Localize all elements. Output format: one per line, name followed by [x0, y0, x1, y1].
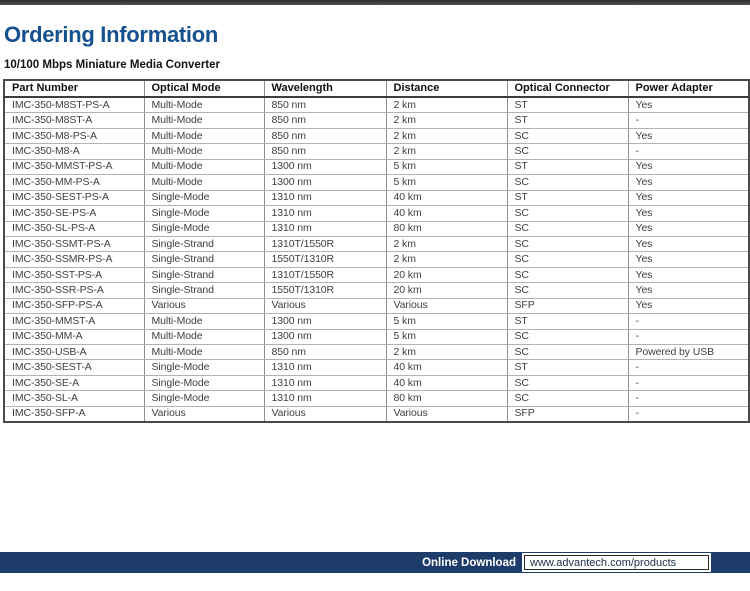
table-cell: 1310 nm — [264, 360, 386, 375]
download-url[interactable]: www.advantech.com/products — [530, 556, 677, 569]
table-cell: Multi-Mode — [144, 159, 264, 174]
table-cell: SFP — [507, 406, 628, 422]
table-cell: IMC-350-MM-PS-A — [4, 175, 144, 190]
table-cell: Single-Mode — [144, 375, 264, 390]
table-cell: 1300 nm — [264, 175, 386, 190]
table-row — [4, 267, 749, 282]
table-cell: 40 km — [386, 206, 507, 221]
table-cell: SC — [507, 221, 628, 236]
table-row — [4, 175, 749, 190]
table-cell: 850 nm — [264, 97, 386, 113]
table-cell: Single-Mode — [144, 360, 264, 375]
table-cell: 1310T/1550R — [264, 267, 386, 282]
column-header: Distance — [386, 80, 507, 97]
table-cell: Multi-Mode — [144, 175, 264, 190]
table-cell: SC — [507, 283, 628, 298]
table-cell: Multi-Mode — [144, 329, 264, 344]
table-cell: 850 nm — [264, 128, 386, 143]
table-cell: SC — [507, 144, 628, 159]
table-cell: Single-Mode — [144, 391, 264, 406]
table-cell: SC — [507, 128, 628, 143]
table-cell: ST — [507, 159, 628, 174]
table-cell: IMC-350-M8ST-A — [4, 113, 144, 128]
table-row — [4, 314, 749, 329]
table-cell: IMC-350-SEST-A — [4, 360, 144, 375]
table-row — [4, 360, 749, 375]
table-cell: Various — [386, 406, 507, 422]
table-cell: ST — [507, 314, 628, 329]
table-row — [4, 329, 749, 344]
table-cell: 20 km — [386, 267, 507, 282]
table-cell: SC — [507, 236, 628, 251]
table-cell: 2 km — [386, 128, 507, 143]
table-cell: SC — [507, 329, 628, 344]
table-cell: 20 km — [386, 283, 507, 298]
table-cell: Yes — [628, 298, 749, 313]
section-subtitle: 10/100 Mbps Miniature Media Converter — [4, 59, 221, 71]
table-cell: Yes — [628, 252, 749, 267]
table-row — [4, 283, 749, 298]
table-cell: 1310 nm — [264, 221, 386, 236]
table-row — [4, 236, 749, 251]
table-cell: - — [635, 407, 639, 420]
download-url-box[interactable] — [524, 555, 709, 570]
table-cell: Single-Strand — [144, 283, 264, 298]
table-cell: IMC-350-M8ST-PS-A — [4, 97, 144, 113]
table-cell: Yes — [628, 236, 749, 251]
table-cell: - — [628, 360, 749, 375]
table-row — [4, 406, 749, 422]
table-cell: Yes — [628, 283, 749, 298]
table-cell: ST — [507, 360, 628, 375]
table-cell: IMC-350-SEST-PS-A — [4, 190, 144, 205]
table-cell: 2 km — [386, 252, 507, 267]
column-header: Optical Mode — [144, 80, 264, 97]
footer-bar — [0, 552, 750, 573]
table-cell: Yes — [628, 128, 749, 143]
table-cell: Yes — [628, 221, 749, 236]
table-cell: Single-Strand — [144, 252, 264, 267]
page-title: Ordering Information — [4, 22, 219, 47]
table-row — [4, 391, 749, 406]
table-cell: Single-Strand — [144, 236, 264, 251]
table-cell: 5 km — [386, 314, 507, 329]
table-cell: IMC-350-USB-A — [4, 345, 144, 360]
table-cell: SC — [507, 391, 628, 406]
table-cell: - — [628, 391, 749, 406]
table-cell: Single-Mode — [144, 206, 264, 221]
table-cell: ST — [507, 113, 628, 128]
table-cell: - — [628, 113, 749, 128]
table-cell: SC — [507, 252, 628, 267]
table-row — [4, 375, 749, 390]
table-cell: 80 km — [386, 221, 507, 236]
table-row — [4, 159, 749, 174]
table-cell: Various — [264, 406, 386, 422]
table-cell: Multi-Mode — [144, 345, 264, 360]
table-cell: SC — [507, 206, 628, 221]
table-header-row — [4, 80, 749, 97]
table-cell: - — [628, 329, 749, 344]
table-cell: Powered by USB — [628, 345, 749, 360]
table-cell: 1310 nm — [264, 206, 386, 221]
table-cell: 1310T/1550R — [264, 236, 386, 251]
table-cell: IMC-350-SE-A — [4, 375, 144, 390]
table-cell: Various — [264, 298, 386, 313]
table-cell: Single-Mode — [144, 221, 264, 236]
table-cell: Single-Strand — [144, 267, 264, 282]
table-cell: IMC-350-M8-PS-A — [4, 128, 144, 143]
table-cell: IMC-350-MMST-PS-A — [4, 159, 144, 174]
table-row — [4, 206, 749, 221]
table-cell: IMC-350-SSMR-PS-A — [4, 252, 144, 267]
table-cell: 1310 nm — [264, 190, 386, 205]
table-row — [4, 128, 749, 143]
table-cell: Multi-Mode — [144, 97, 264, 113]
table-cell: Various — [144, 406, 264, 422]
table-cell: ST — [507, 190, 628, 205]
table-cell: SC — [507, 375, 628, 390]
table-cell: 850 nm — [264, 113, 386, 128]
table-cell: IMC-350-M8-A — [4, 144, 144, 159]
table-cell: 1550T/1310R — [264, 252, 386, 267]
table-row — [4, 252, 749, 267]
table-cell: Yes — [628, 97, 749, 113]
table-cell: IMC-350-SST-PS-A — [4, 267, 144, 282]
column-header: Power Adapter — [628, 80, 749, 97]
table-cell: 850 nm — [264, 345, 386, 360]
table-cell: 40 km — [386, 375, 507, 390]
column-header: Wavelength — [264, 80, 386, 97]
table-cell: IMC-350-MMST-A — [4, 314, 144, 329]
table-cell: 850 nm — [264, 144, 386, 159]
table-cell: IMC-350-SL-PS-A — [4, 221, 144, 236]
table-row — [4, 298, 749, 313]
table-cell: 40 km — [386, 360, 507, 375]
table-cell: IMC-350-MM-A — [4, 329, 144, 344]
table-cell: SFP — [507, 298, 628, 313]
table-cell: 80 km — [386, 391, 507, 406]
table-cell: 2 km — [386, 113, 507, 128]
table-cell: - — [628, 144, 749, 159]
table-cell: Various — [386, 298, 507, 313]
table-cell: Various — [144, 298, 264, 313]
table-row — [4, 97, 749, 113]
table-cell: Multi-Mode — [144, 128, 264, 143]
table-cell: 1300 nm — [264, 314, 386, 329]
table-cell: 2 km — [386, 345, 507, 360]
table-cell: ST — [507, 97, 628, 113]
table-row — [4, 345, 749, 360]
table-cell: IMC-350-SSMT-PS-A — [4, 236, 144, 251]
top-bar — [0, 0, 750, 5]
table-cell: 2 km — [386, 236, 507, 251]
table-cell: Yes — [628, 190, 749, 205]
table-cell: IMC-350-SE-PS-A — [4, 206, 144, 221]
table-cell: Multi-Mode — [144, 113, 264, 128]
table-row — [4, 113, 749, 128]
table-cell: Multi-Mode — [144, 144, 264, 159]
table-cell: - — [628, 314, 749, 329]
table-cell: 2 km — [386, 97, 507, 113]
table-cell: 5 km — [386, 175, 507, 190]
table-cell: 1550T/1310R — [264, 283, 386, 298]
table-cell: Multi-Mode — [144, 314, 264, 329]
table-cell: 1310 nm — [264, 391, 386, 406]
column-header: Optical Connector — [507, 80, 628, 97]
table-cell: 40 km — [386, 190, 507, 205]
ordering-information-table — [3, 79, 750, 423]
table-cell: Single-Mode — [144, 190, 264, 205]
column-header: Part Number — [4, 80, 144, 97]
online-download-label: Online Download — [422, 556, 516, 569]
table-cell: 1310 nm — [264, 375, 386, 390]
table-row — [4, 190, 749, 205]
table-cell: 2 km — [386, 144, 507, 159]
table-cell: Yes — [628, 267, 749, 282]
table-cell: 1300 nm — [264, 329, 386, 344]
table-cell: Yes — [628, 159, 749, 174]
table-cell: SC — [507, 267, 628, 282]
table-row — [4, 221, 749, 236]
table-cell: - — [628, 375, 749, 390]
table-cell: IMC-350-SSR-PS-A — [4, 283, 144, 298]
table-cell: IMC-350-SL-A — [4, 391, 144, 406]
table-cell: SC — [507, 175, 628, 190]
table-cell: 1300 nm — [264, 159, 386, 174]
table-cell: Yes — [628, 175, 749, 190]
table-cell: Yes — [628, 206, 749, 221]
table-cell: 5 km — [386, 329, 507, 344]
table-cell: IMC-350-SFP-PS-A — [4, 298, 144, 313]
table-cell: IMC-350-SFP-A — [4, 406, 144, 422]
table-cell: SC — [507, 345, 628, 360]
table-row — [4, 144, 749, 159]
table-cell: 5 km — [386, 159, 507, 174]
